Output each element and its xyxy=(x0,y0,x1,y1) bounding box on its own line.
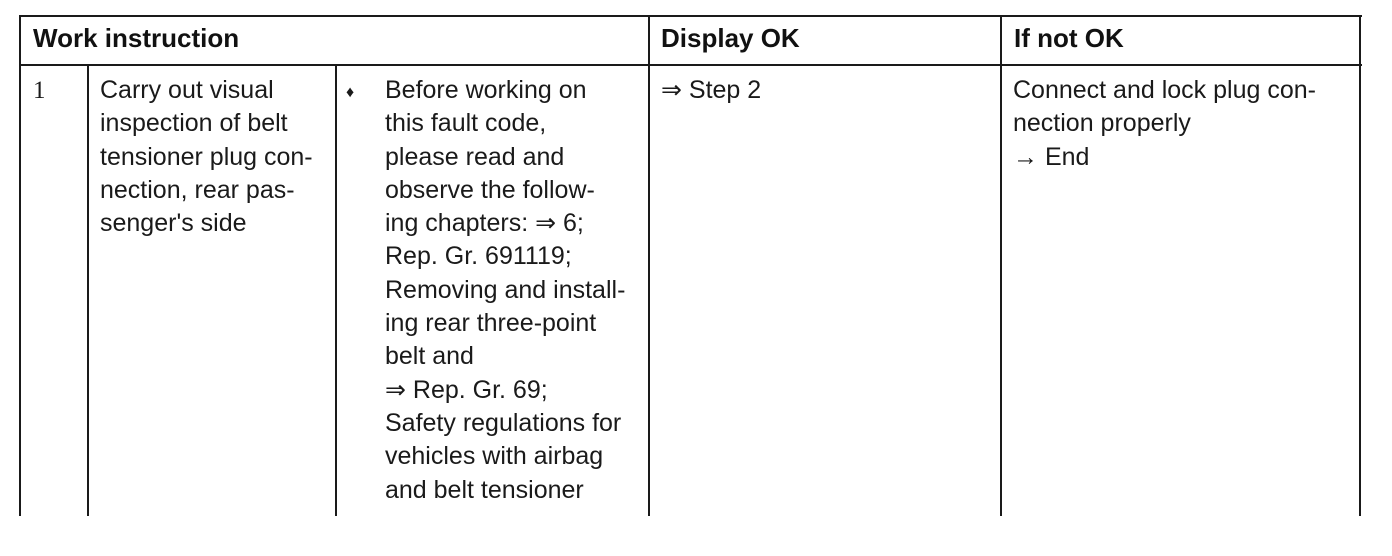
if-not-ok-result: Connect and lock plug con- nection properly → End xyxy=(1013,76,1316,171)
display-ok-result: ⇒ Step 2 xyxy=(661,76,762,104)
header-display-ok: Display OK xyxy=(661,23,800,53)
table-border-left xyxy=(19,15,21,516)
action-divider xyxy=(335,64,337,516)
step-number: 1 xyxy=(33,77,46,104)
work-instruction-divider xyxy=(648,15,650,516)
table-border-top xyxy=(19,15,1362,17)
bullet-icon: ♦ xyxy=(346,84,355,101)
step-number-divider xyxy=(87,64,89,516)
header-work-instruction: Work instruction xyxy=(33,23,240,53)
header-row-divider xyxy=(19,64,1362,66)
table-border-right xyxy=(1359,15,1361,516)
display-ok-divider xyxy=(1000,15,1002,516)
step-action: Carry out visual inspection of belt tensioner plug con- nection, rear pas- senger's side xyxy=(100,76,313,238)
header-if-not-ok: If not OK xyxy=(1014,23,1124,53)
step-note: Before working on this fault code, please read and observe the follow- ing chapters: ⇒ 6; Rep. Gr. 691119; Removing and install- ing rear three-point belt and ⇒ Rep. Gr. 69; Safety regulations for vehicles with airbag and belt tensioner xyxy=(385,76,626,504)
